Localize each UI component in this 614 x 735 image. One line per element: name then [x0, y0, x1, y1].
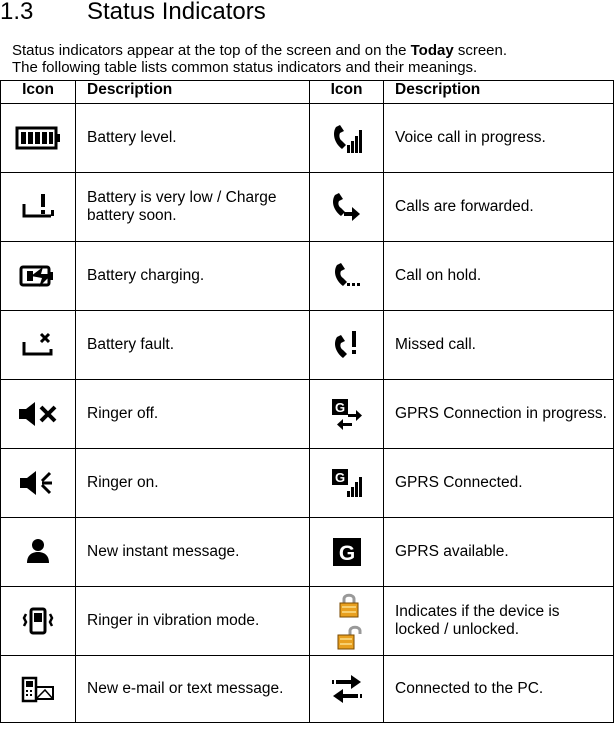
battery-low-icon [21, 192, 55, 222]
description-cell: New e-mail or text message. [76, 656, 310, 723]
description-cell: Calls are forwarded. [384, 173, 614, 242]
table-row [1, 380, 614, 449]
intro-line-1-start: Status indicators appear at the top of the screen and on the [12, 42, 411, 59]
description-cell: Call on hold. [384, 242, 614, 311]
table-row [1, 449, 614, 518]
gprs-available-icon [332, 537, 362, 567]
description-cell: Battery is very low / Charge battery soon. [76, 173, 310, 242]
connected-pc-icon [330, 674, 364, 704]
section-title: Status Indicators [87, 0, 266, 25]
gprs-connected-icon [330, 467, 364, 499]
ringer-on-icon [18, 469, 58, 497]
battery-level-icon [15, 125, 61, 151]
instant-message-icon [24, 537, 52, 567]
missed-call-icon [332, 329, 362, 361]
description-cell: Ringer on. [76, 449, 310, 518]
table-row [1, 311, 614, 380]
intro-line-1 [12, 42, 507, 59]
header-description-right: Description [384, 81, 614, 104]
table-row [1, 173, 614, 242]
gprs-connecting-icon [330, 397, 364, 431]
description-cell: Ringer in vibration mode. [76, 587, 310, 656]
description-cell: Battery level. [76, 104, 310, 173]
description-cell: Voice call in progress. [384, 104, 614, 173]
description-cell: Indicates if the device is locked / unlocked. [384, 587, 614, 656]
table-row [1, 104, 614, 173]
header-icon-right: Icon [310, 81, 384, 104]
battery-fault-icon [21, 331, 55, 359]
calls-forwarded-icon [330, 192, 364, 222]
battery-charging-icon [19, 261, 57, 291]
table-row [1, 587, 614, 656]
description-cell: Connected to the PC. [384, 656, 614, 723]
description-cell: Ringer off. [76, 380, 310, 449]
call-on-hold-icon [332, 262, 362, 290]
status-indicator-table [0, 80, 614, 723]
description-cell: GPRS available. [384, 518, 614, 587]
description-cell: New instant message. [76, 518, 310, 587]
svg-text:G: G [334, 470, 345, 485]
table-row [1, 656, 614, 723]
table-row [1, 518, 614, 587]
lock-icons [310, 591, 383, 651]
svg-text:G: G [338, 542, 355, 565]
vibration-mode-icon [21, 606, 55, 636]
intro-line-1-end: screen. [453, 42, 508, 59]
header-description-left: Description [76, 81, 310, 104]
section-number: 1.3 [0, 0, 34, 25]
header-icon-left: Icon [1, 81, 76, 104]
description-cell: Battery charging. [76, 242, 310, 311]
intro-text [12, 42, 507, 76]
intro-line-2: The following table lists common status indicators and their meanings. [12, 59, 478, 76]
voice-call-icon [330, 121, 364, 155]
new-message-icon [21, 675, 55, 703]
intro-line-1-bold: Today [410, 42, 454, 59]
table-row [1, 242, 614, 311]
ringer-off-icon [17, 400, 59, 428]
table-header-row [1, 81, 614, 104]
description-cell: Missed call. [384, 311, 614, 380]
description-cell: Battery fault. [76, 311, 310, 380]
section-heading [0, 0, 266, 24]
description-cell: GPRS Connection in progress. [384, 380, 614, 449]
unlocked-icon [336, 623, 362, 651]
locked-icon [338, 591, 360, 619]
description-cell: GPRS Connected. [384, 449, 614, 518]
svg-text:G: G [334, 400, 345, 415]
